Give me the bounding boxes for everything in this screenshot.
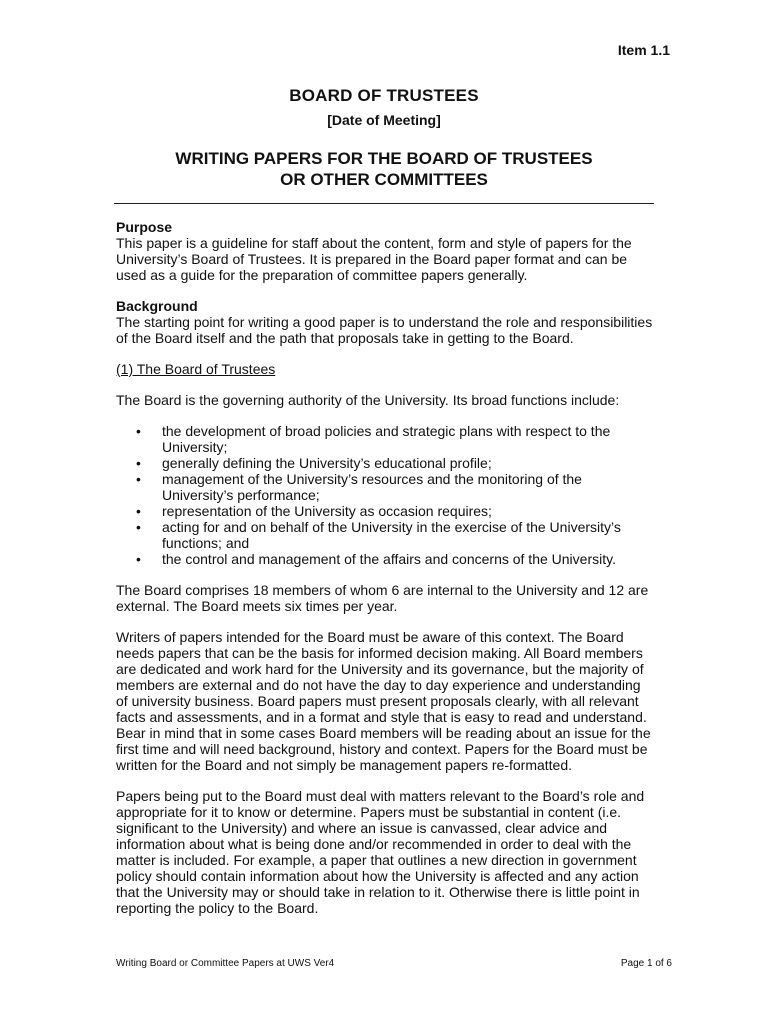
list-item (116, 455, 656, 471)
purpose-heading: Purpose (116, 219, 173, 235)
background-section (116, 298, 656, 346)
writers-paragraph: Writers of papers intended for the Board must be aware of this context. The Board needs papers that can be the basis for informed decision making. All Board members are dedicated and work hard for the University and its governance, but the majority of members are external and do not have the day to day experience and understanding of university business. Board papers must present proposals clearly, with all relevant facts and assessments, and in a format and style that is easy to read and understand. Bear in mind that in some cases Board members will be reading about an issue for the first time and will need background, history and context. Papers for the Board must be written for the Board and not simply be management papers re-formatted. (116, 629, 651, 773)
list-item (116, 519, 656, 551)
purpose-section (116, 219, 656, 283)
list-item-text: generally defining the University’s educational profile; (162, 455, 492, 471)
list-item-text: acting for and on behalf of the University in the exercise of the University’s functions; and (162, 519, 621, 551)
document-title (0, 148, 768, 190)
background-text: The starting point for writing a good paper is to understand the role and responsibilities of the Board itself and the path that proposals take in getting to the Board. (116, 314, 653, 346)
document-title-line-2: OR OTHER COMMITTEES (280, 170, 488, 189)
document-title-line-1: WRITING PAPERS FOR THE BOARD OF TRUSTEES (175, 149, 593, 168)
list-item (116, 503, 656, 519)
background-heading: Background (116, 298, 198, 314)
list-item (116, 471, 656, 503)
board-title: BOARD OF TRUSTEES (289, 86, 479, 105)
list-item-text: the control and management of the affairs and concerns of the University. (162, 551, 616, 567)
bullet-icon: • (136, 423, 141, 439)
bullet-icon: • (136, 503, 141, 519)
bullet-icon: • (136, 471, 141, 487)
list-item-text: management of the University’s resources and the monitoring of the University’s performance; (162, 471, 582, 503)
list-item-text: the development of broad policies and strategic plans with respect to the University; (162, 423, 611, 455)
board-subheading: (1) The Board of Trustees (116, 361, 276, 377)
bullet-icon: • (136, 551, 141, 567)
bullet-icon: • (136, 519, 141, 535)
document-body (116, 219, 656, 931)
board-functions-list (116, 423, 656, 567)
papers-paragraph: Papers being put to the Board must deal with matters relevant to the Board’s role and appropriate for it to know or determine. Papers must be substantial in content (i.e. significant to the University) and where an issue is canvassed, clear advice and information about what is being done and/or recommended in order to deal with the matter is included. For example, a paper that outlines a new direction in government policy should contain information about how the University is affected and any action that the University may or should take in relation to it. Otherwise there is little point in reporting the policy to the Board. (116, 788, 645, 916)
footer-page-number: Page 1 of 6 (620, 958, 672, 969)
item-label: Item 1.1 (617, 42, 670, 58)
bullet-icon: • (136, 455, 141, 471)
list-item (116, 551, 656, 567)
meeting-date: [Date of Meeting] (327, 112, 441, 128)
board-intro: The Board is the governing authority of the University. Its broad functions include: (116, 392, 620, 408)
list-item (116, 423, 656, 455)
purpose-text: This paper is a guideline for staff about the content, form and style of papers for the University’s Board of Trustees. It is prepared in the Board paper format and can be used as a guide for the preparation of committee papers generally. (116, 235, 632, 283)
title-divider (114, 203, 654, 204)
list-item-text: representation of the University as occasion requires; (162, 503, 492, 519)
board-composition-text: The Board comprises 18 members of whom 6 are internal to the University and 12 are external. The Board meets six times per year. (116, 582, 649, 614)
footer-document-name: Writing Board or Committee Papers at UWS Ver4 (116, 958, 335, 969)
